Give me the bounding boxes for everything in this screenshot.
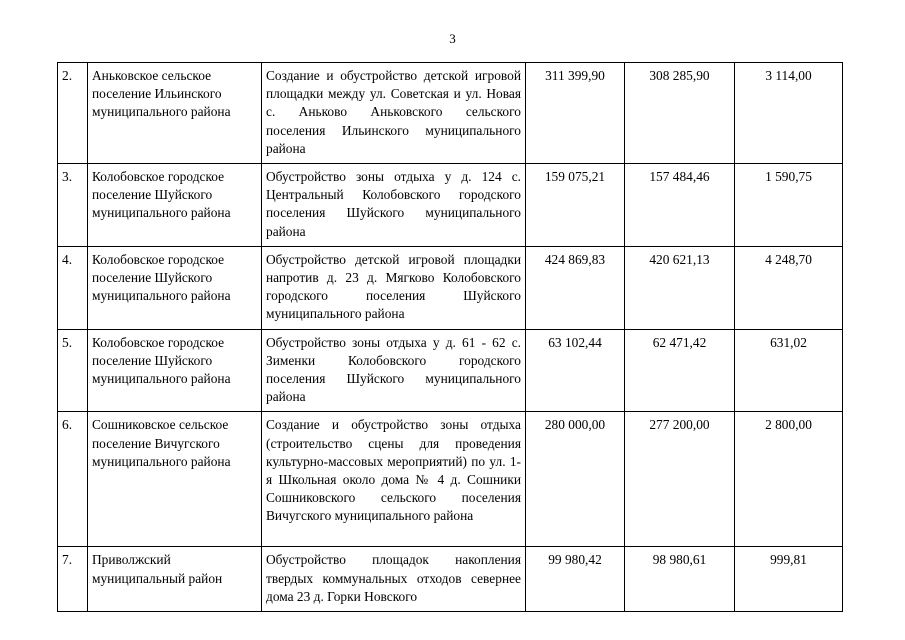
total-amount: 311 399,90 bbox=[526, 63, 625, 164]
local-budget-amount: 4 248,70 bbox=[735, 246, 843, 329]
total-amount: 99 980,42 bbox=[526, 547, 625, 612]
row-number: 4. bbox=[58, 246, 88, 329]
municipality-name: Приволжский муниципальный район bbox=[88, 547, 262, 612]
project-description: Обустройство зоны отдыха у д. 61 - 62 с. Зименки Колобовского городского поселения Шуйского муниципального района bbox=[262, 329, 526, 412]
row-number: 2. bbox=[58, 63, 88, 164]
subsidy-amount: 157 484,46 bbox=[625, 164, 735, 247]
table-row bbox=[58, 329, 843, 412]
local-budget-amount: 1 590,75 bbox=[735, 164, 843, 247]
municipality-name: Колобовское городское поселение Шуйского муниципального района bbox=[88, 329, 262, 412]
municipality-name: Колобовское городское поселение Шуйского муниципального района bbox=[88, 164, 262, 247]
total-amount: 280 000,00 bbox=[526, 412, 625, 547]
row-number: 7. bbox=[58, 547, 88, 612]
local-budget-amount: 999,81 bbox=[735, 547, 843, 612]
page-number: 3 bbox=[449, 31, 456, 46]
subsidy-amount: 98 980,61 bbox=[625, 547, 735, 612]
total-amount: 159 075,21 bbox=[526, 164, 625, 247]
projects-table bbox=[57, 62, 843, 612]
municipality-name: Сошниковское сельское поселение Вичугского муниципального района bbox=[88, 412, 262, 547]
subsidy-amount: 420 621,13 bbox=[625, 246, 735, 329]
project-description: Обустройство детской игровой площадки напротив д. 23 д. Мягково Колобовского городского поселения Шуйского муниципального района bbox=[262, 246, 526, 329]
total-amount: 63 102,44 bbox=[526, 329, 625, 412]
table-row bbox=[58, 164, 843, 247]
total-amount: 424 869,83 bbox=[526, 246, 625, 329]
local-budget-amount: 3 114,00 bbox=[735, 63, 843, 164]
table-row bbox=[58, 63, 843, 164]
row-number: 6. bbox=[58, 412, 88, 547]
project-description: Обустройство зоны отдыха у д. 124 с. Центральный Колобовского городского поселения Шуйского муниципального района bbox=[262, 164, 526, 247]
project-description: Создание и обустройство детской игровой площадки между ул. Советская и ул. Новая с. Аньково Аньковского сельского поселения Ильинского муниципального района bbox=[262, 63, 526, 164]
subsidy-amount: 308 285,90 bbox=[625, 63, 735, 164]
local-budget-amount: 2 800,00 bbox=[735, 412, 843, 547]
row-number: 3. bbox=[58, 164, 88, 247]
subsidy-amount: 62 471,42 bbox=[625, 329, 735, 412]
row-number: 5. bbox=[58, 329, 88, 412]
table-row bbox=[58, 412, 843, 547]
table-row bbox=[58, 547, 843, 612]
municipality-name: Колобовское городское поселение Шуйского муниципального района bbox=[88, 246, 262, 329]
municipality-name: Аньковское сельское поселение Ильинского муниципального района bbox=[88, 63, 262, 164]
table-row bbox=[58, 246, 843, 329]
project-description: Создание и обустройство зоны отдыха (строительство сцены для проведения культурно-массовых мероприятий) по ул. 1-я Школьная около дома № 4 д. Сошники Сошниковского сельского поселения Вичугского муниципального района bbox=[262, 412, 526, 547]
local-budget-amount: 631,02 bbox=[735, 329, 843, 412]
project-description: Обустройство площадок накопления твердых коммунальных отходов севернее дома 23 д. Горки Новского bbox=[262, 547, 526, 612]
subsidy-amount: 277 200,00 bbox=[625, 412, 735, 547]
